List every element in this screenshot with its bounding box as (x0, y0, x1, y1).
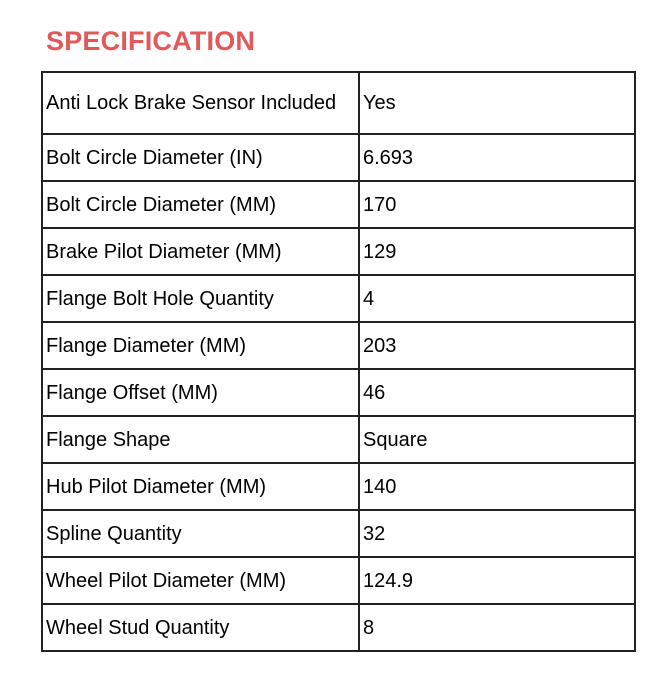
spec-label: Bolt Circle Diameter (IN) (42, 134, 359, 181)
spec-value: 124.9 (359, 557, 635, 604)
spec-value: 4 (359, 275, 635, 322)
spec-label: Flange Diameter (MM) (42, 322, 359, 369)
spec-label: Bolt Circle Diameter (MM) (42, 181, 359, 228)
table-row (42, 322, 635, 369)
table-row (42, 416, 635, 463)
spec-label: Flange Offset (MM) (42, 369, 359, 416)
spec-label: Brake Pilot Diameter (MM) (42, 228, 359, 275)
spec-label: Flange Bolt Hole Quantity (42, 275, 359, 322)
table-row (42, 72, 635, 134)
spec-label: Spline Quantity (42, 510, 359, 557)
table-row (42, 181, 635, 228)
specification-table (41, 71, 636, 652)
table-row (42, 463, 635, 510)
spec-value: 129 (359, 228, 635, 275)
spec-value: 203 (359, 322, 635, 369)
spec-value: 6.693 (359, 134, 635, 181)
spec-value: 8 (359, 604, 635, 651)
table-row (42, 228, 635, 275)
spec-label: Hub Pilot Diameter (MM) (42, 463, 359, 510)
spec-value: 140 (359, 463, 635, 510)
spec-label: Wheel Stud Quantity (42, 604, 359, 651)
table-row (42, 604, 635, 651)
table-row (42, 134, 635, 181)
spec-label: Flange Shape (42, 416, 359, 463)
page-title: SPECIFICATION (46, 26, 256, 56)
spec-label: Wheel Pilot Diameter (MM) (42, 557, 359, 604)
spec-value: Yes (359, 72, 635, 134)
spec-value: Square (359, 416, 635, 463)
table-row (42, 557, 635, 604)
spec-value: 46 (359, 369, 635, 416)
spec-label: Anti Lock Brake Sensor Included (42, 72, 359, 134)
table-row (42, 510, 635, 557)
spec-value: 170 (359, 181, 635, 228)
table-row (42, 275, 635, 322)
table-row (42, 369, 635, 416)
spec-value: 32 (359, 510, 635, 557)
